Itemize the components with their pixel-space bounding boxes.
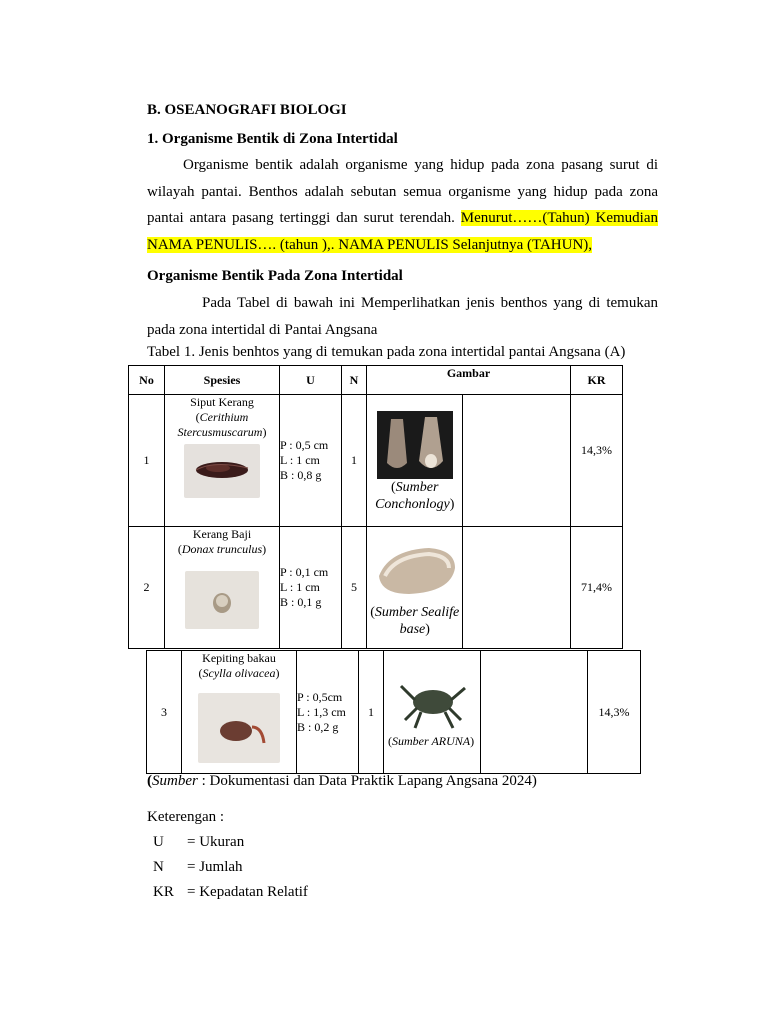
- size-cell: [297, 651, 359, 774]
- row-number: 3: [147, 651, 182, 774]
- kr-cell: 14,3%: [588, 651, 641, 774]
- table-caption: Tabel 1. Jenis benhtos yang di temukan pada zona intertidal pantai Angsana (A): [147, 344, 626, 360]
- width-value: L : 1 cm: [280, 580, 320, 594]
- count-cell: 5: [342, 527, 367, 649]
- species-latin: Cerithium Stercusmuscarum: [177, 410, 263, 439]
- species-cell: Kerang Baji (Donax trunculus): [165, 527, 280, 649]
- species-name: Kepiting bakau: [202, 651, 276, 665]
- count-cell: 1: [342, 395, 367, 527]
- count-cell: 1: [359, 651, 384, 774]
- legend-value: = Jumlah: [187, 859, 243, 875]
- length-value: P : 0,5 cm: [280, 438, 329, 452]
- crab-specimen-photo: [198, 693, 280, 763]
- table-row: [147, 651, 641, 774]
- shell-photo: [377, 411, 453, 479]
- image-blank-cell: [463, 527, 571, 649]
- legend-title: Keterengan :: [147, 809, 225, 825]
- benthos-table-continued: [146, 650, 641, 774]
- image-cell: (Sumber Conchonlogy): [367, 395, 463, 527]
- table-header-row: [129, 366, 623, 395]
- legend-key: N: [153, 859, 164, 875]
- header-n: N: [342, 366, 367, 395]
- length-value: P : 0,1 cm: [280, 565, 329, 579]
- species-cell: Kepiting bakau (Scylla olivacea): [182, 651, 297, 774]
- kr-cell: 14,3%: [571, 395, 623, 527]
- legend-value: = Kepadatan Relatif: [187, 884, 308, 900]
- benthos-table: [128, 365, 623, 649]
- clam-photo: [185, 571, 259, 629]
- intro-paragraph: [147, 152, 658, 258]
- source-label: Sumber: [152, 773, 198, 789]
- size-cell: [280, 395, 342, 527]
- image-blank-cell: [463, 395, 571, 527]
- subsection-title: 1. Organisme Bentik di Zona Intertidal: [147, 131, 398, 147]
- legend-list: [147, 834, 308, 909]
- species-latin: Scylla olivacea: [202, 666, 276, 680]
- table-row: [129, 395, 623, 527]
- species-cell: Siput Kerang (Cerithium Stercusmuscarum): [165, 395, 280, 527]
- table-intro-paragraph: [147, 290, 658, 343]
- weight-value: B : 0,8 g: [280, 468, 322, 482]
- legend-key: KR: [153, 884, 174, 900]
- source-note: (Sumber : Dokumentasi dan Data Praktik Lapang Angsana 2024): [147, 773, 537, 789]
- header-kr: KR: [571, 366, 623, 395]
- header-gambar: Gambar: [367, 366, 571, 395]
- header-spesies: Spesies: [165, 366, 280, 395]
- image-source: Sumber Conchonlogy: [375, 479, 450, 512]
- legend-item: [147, 859, 308, 884]
- image-source: Sumber ARUNA: [392, 734, 471, 748]
- crab-photo: [387, 676, 477, 734]
- image-blank-cell: [481, 651, 588, 774]
- highlighted-citation: Menurut……(Tahun) Kemudian NAMA PENULIS…. (tahun ),. NAMA PENULIS Selanjutnya (TAHUN),: [147, 210, 659, 253]
- header-u: U: [280, 366, 342, 395]
- source-text: : Dokumentasi dan Data Praktik Lapang Angsana 2024): [197, 773, 537, 789]
- legend-value: = Ukuran: [187, 834, 245, 850]
- species-latin: Donax trunculus: [181, 542, 263, 556]
- legend-item: [147, 834, 308, 859]
- width-value: L : 1,3 cm: [297, 704, 346, 719]
- legend-key: U: [153, 834, 164, 850]
- legend-item: [147, 884, 308, 909]
- table-row: [129, 527, 623, 649]
- table-section-heading: Organisme Bentik Pada Zona Intertidal: [147, 268, 403, 284]
- species-name: Kerang Baji: [192, 527, 252, 541]
- length-value: P : 0,5cm: [297, 689, 343, 704]
- header-no: No: [129, 366, 165, 395]
- table-intro-text: Pada Tabel di bawah ini Memperlihatkan jenis benthos yang di temukan pada zona intertidal di Pantai Angsana: [147, 295, 658, 338]
- species-name: Siput Kerang: [190, 395, 254, 409]
- section-title: B. OSEANOGRAFI BIOLOGI: [147, 102, 347, 118]
- row-number: 2: [129, 527, 165, 649]
- weight-value: B : 0,2 g: [297, 719, 339, 734]
- kr-cell: 71,4%: [571, 527, 623, 649]
- row-number: 1: [129, 395, 165, 527]
- size-cell: [280, 527, 342, 649]
- image-cell: (Sumber Sealife base): [367, 527, 463, 649]
- intro-text: Organisme bentik adalah organisme yang hidup pada zona pasang surut di wilayah pantai. Benthos adalah sebutan semua organisme yang hidup pada zona pantai antara pasang tertinggi dan surut terendah.: [147, 157, 658, 226]
- clam-shell-photo: [369, 538, 461, 604]
- weight-value: B : 0,1 g: [280, 595, 322, 609]
- width-value: L : 1 cm: [280, 453, 320, 467]
- image-cell: (Sumber ARUNA): [384, 651, 481, 774]
- image-source: Sumber Sealife base: [374, 604, 460, 637]
- snail-photo: [184, 444, 260, 498]
